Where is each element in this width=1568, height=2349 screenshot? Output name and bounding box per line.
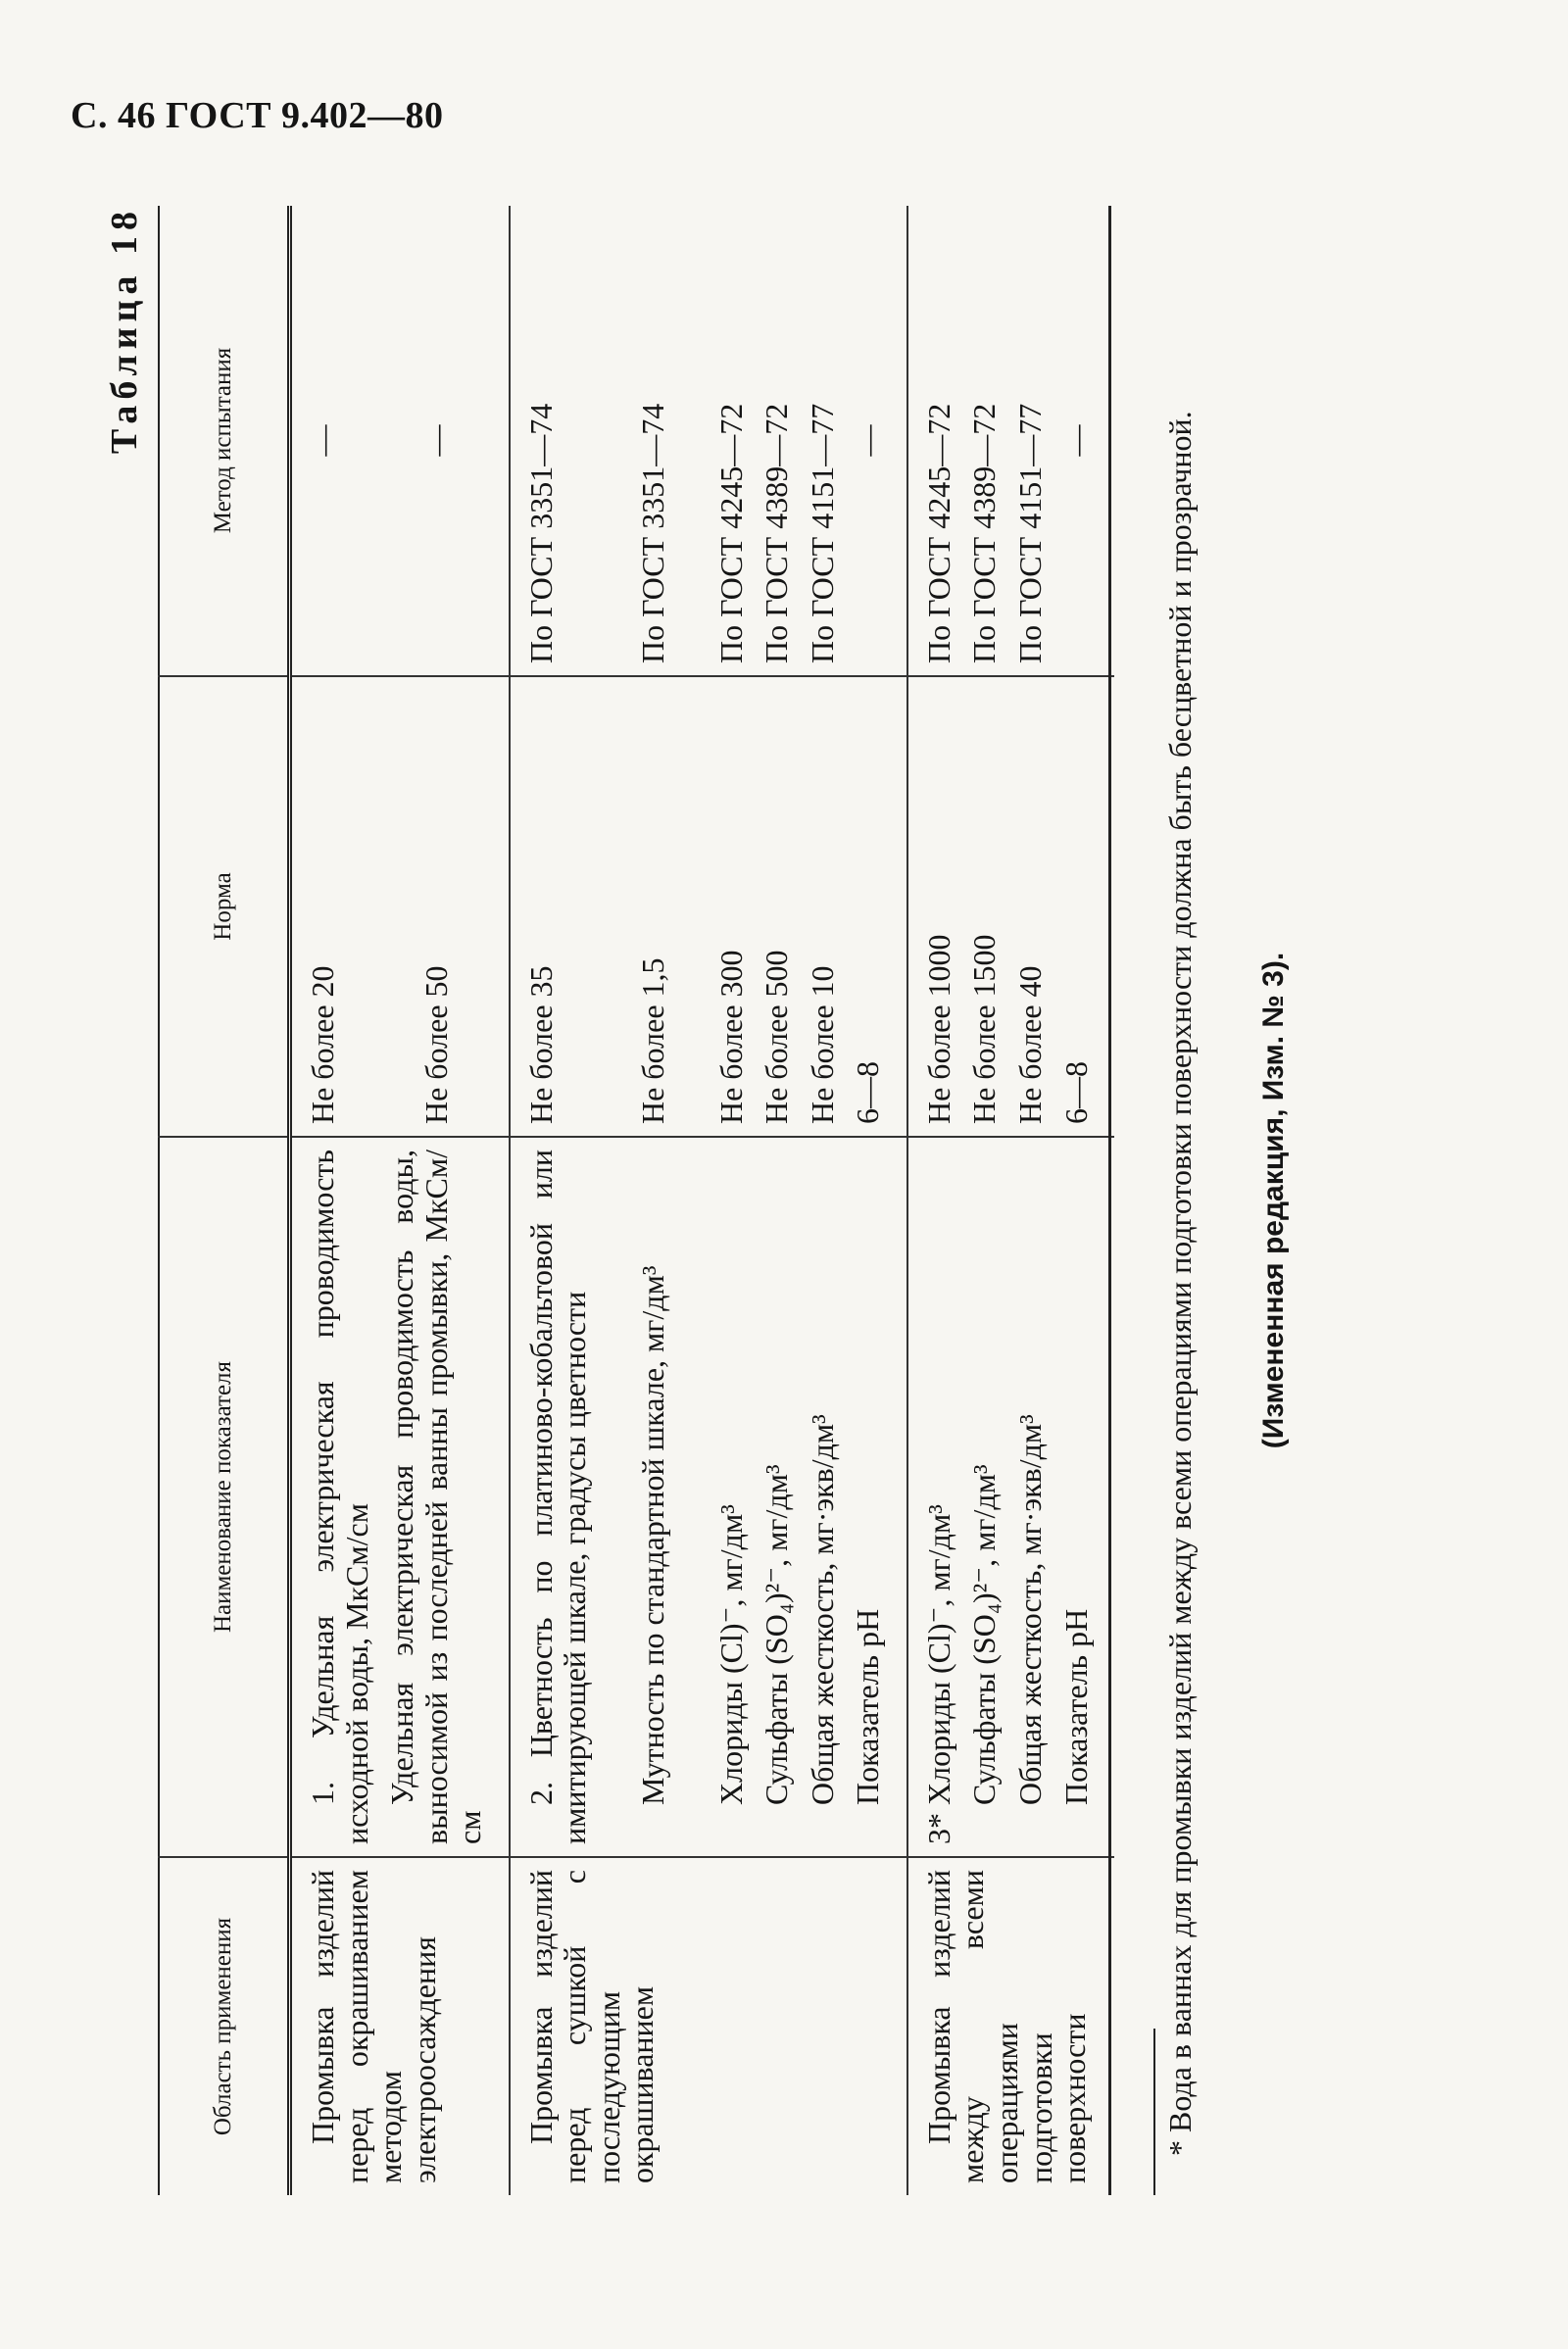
area-cell: Промывка изделий перед окрашиванием методом электроосаждения bbox=[290, 1857, 510, 2195]
indicator-text: Общая жесткость, мг·экв/дм³ bbox=[1012, 1414, 1049, 1805]
norm-text: Не более 20 bbox=[305, 965, 340, 1124]
table-caption: Таблица 18 bbox=[104, 206, 145, 455]
norm-text: 6—8 bbox=[850, 1061, 886, 1124]
norm-text: Не более 10 bbox=[804, 965, 840, 1124]
method-text: По ГОСТ 4389—72 bbox=[759, 403, 795, 663]
footnote-rule bbox=[1153, 2029, 1155, 2195]
method-text: — bbox=[850, 424, 886, 457]
table-row-group-3 bbox=[907, 206, 1114, 2195]
norm-text: Не более 1,5 bbox=[634, 957, 670, 1124]
norm-text: Не более 35 bbox=[522, 965, 559, 1124]
method-text: По ГОСТ 4245—72 bbox=[712, 403, 749, 663]
indicator-cell bbox=[290, 1137, 510, 1857]
area-cell: Промывка изделий между всеми операциями подготовки поверхности bbox=[907, 1857, 1114, 2195]
indicator-text: Показатель pH bbox=[1057, 1608, 1094, 1805]
norm-text: Не более 500 bbox=[759, 950, 795, 1124]
norm-text: Не более 40 bbox=[1012, 965, 1049, 1124]
requirements-table bbox=[158, 206, 1114, 2195]
norm-text: Не более 300 bbox=[712, 950, 749, 1124]
method-text: По ГОСТ 4389—72 bbox=[966, 403, 1003, 663]
indicator-text: Мутность по стандартной шкале, мг/дм³ bbox=[634, 1265, 670, 1805]
column-header-method: Метод испытания bbox=[158, 206, 290, 676]
indicator-text: Сульфаты (SO₄)²⁻, мг/дм³ bbox=[966, 1464, 1003, 1805]
table-header-row bbox=[158, 206, 290, 2195]
norm-cell bbox=[510, 676, 907, 1137]
rotated-table-block bbox=[103, 206, 1436, 2195]
method-text: — bbox=[305, 424, 340, 457]
revision-note: (Измененная редакция, Изм. № 3). bbox=[1257, 952, 1290, 1449]
indicator-cell bbox=[907, 1137, 1114, 1857]
norm-cell bbox=[907, 676, 1114, 1137]
indicator-text: 3* Хлориды (Cl)⁻, мг/дм³ bbox=[920, 1504, 956, 1844]
method-text: По ГОСТ 3351—74 bbox=[634, 403, 670, 663]
indicator-text: Удельная электрическая проводимость воды, выносимой из последней ванны промывки, МкСм/см bbox=[384, 1150, 488, 1844]
method-text: По ГОСТ 3351—74 bbox=[522, 403, 559, 663]
indicator-text: Показатель pH bbox=[850, 1608, 886, 1805]
column-header-norm: Норма bbox=[158, 676, 290, 1137]
method-cell bbox=[907, 206, 1114, 676]
method-cell bbox=[510, 206, 907, 676]
table-row-group-2 bbox=[510, 206, 907, 2195]
footnote-text: * Вода в ваннах для промывки изделий между всеми операциями подготовки поверхности должна быть бесцветной и прозрачной. bbox=[1162, 411, 1198, 2156]
indicator-text: 2. Цветность по платиново-кобальтовой или имитирующей шкале, градусы цветности bbox=[522, 1150, 593, 1844]
indicator-text: 1. Удельная электрическая проводимость исходной воды, МкСм/см bbox=[305, 1150, 374, 1844]
table-bottom-rule bbox=[1108, 206, 1111, 2195]
method-text: По ГОСТ 4245—72 bbox=[920, 403, 956, 663]
column-header-area: Область применения bbox=[158, 1857, 290, 2195]
method-text: — bbox=[1057, 424, 1094, 457]
method-text: По ГОСТ 4151—77 bbox=[1012, 403, 1049, 663]
column-header-indicator: Наименование показателя bbox=[158, 1137, 290, 1857]
norm-cell bbox=[290, 676, 510, 1137]
method-text: — bbox=[418, 424, 454, 457]
area-cell: Промывка изделий перед сушкой с последующим окрашиванием bbox=[510, 1857, 907, 2195]
method-text: По ГОСТ 4151—77 bbox=[804, 403, 840, 663]
page-header: С. 46 ГОСТ 9.402—80 bbox=[71, 95, 444, 136]
norm-text: Не более 1000 bbox=[920, 934, 956, 1124]
norm-text: Не более 50 bbox=[418, 965, 454, 1124]
indicator-text: Сульфаты (SO₄)²⁻, мг/дм³ bbox=[759, 1464, 795, 1805]
norm-text: 6—8 bbox=[1057, 1061, 1094, 1124]
table-row-group-1 bbox=[290, 206, 510, 2195]
method-cell bbox=[290, 206, 510, 676]
indicator-cell bbox=[510, 1137, 907, 1857]
indicator-text: Общая жесткость, мг·экв/дм³ bbox=[804, 1414, 840, 1805]
indicator-text: Хлориды (Cl)⁻, мг/дм³ bbox=[712, 1504, 749, 1805]
norm-text: Не более 1500 bbox=[966, 934, 1003, 1124]
